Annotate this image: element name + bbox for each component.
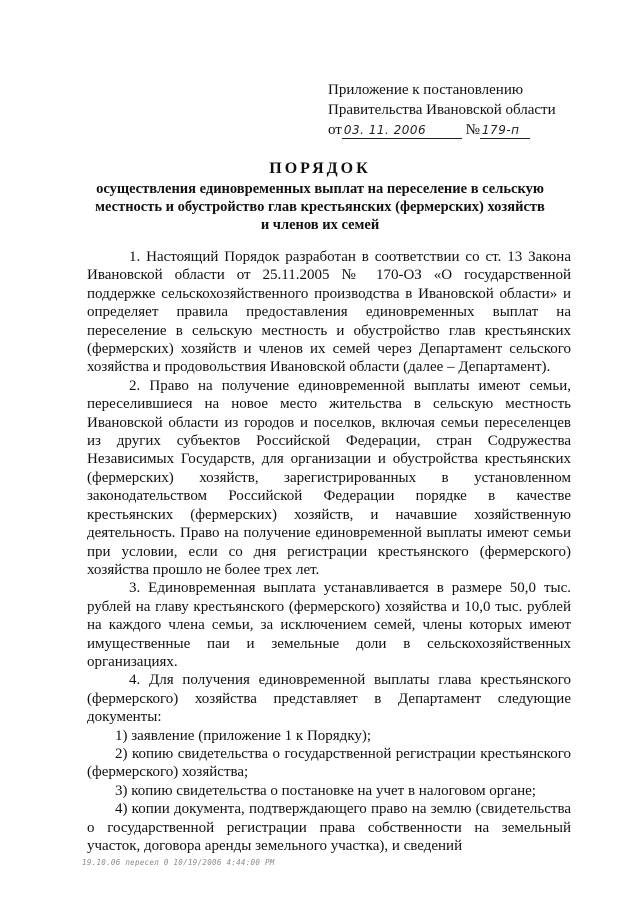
number-value: 179-п: [481, 123, 520, 137]
page-title: ПОРЯДОК: [269, 160, 371, 177]
list-item-3: 3) копию свидетельства о постановке на учет в налоговом органе;: [115, 782, 536, 799]
list-item-2: 2) копию свидетельства о государственной регистрации крестьянского (фермерского) хозяйства;: [87, 745, 571, 781]
date-prefix: от: [328, 122, 342, 138]
paragraph-2: 2. Право на получение единовременной выплаты имеют семьи, переселившиеся на новое место жительства в сельскую местность Ивановской области из городов и поселков, включая семьи переселенцев из других субъектов Российской Федерации, стран Содружества Независимых Государств, для организации и обустройства крестьянских (фермерских) хозяйств, зарегистрированных в установленном законодательством Российской Федерации порядке в качестве крестьянских (фермерских) хозяйств, и начавшие хозяйственную деятельность. Право на получение единовременной выплаты имеют семьи при условии, если со дня регистрации крестьянского (фермерского) хозяйства прошло не более трех лет.: [87, 377, 571, 578]
page-subtitle: осуществления единовременных выплат на переселение в сельскую местность и обустройство глав крестьянских (фермерских) хозяйств и членов их семей: [95, 181, 545, 233]
appendix-date-line: [328, 120, 618, 140]
number-prefix: №: [465, 122, 480, 138]
appendix-header: [328, 80, 618, 140]
appendix-line-2: Правительства Ивановской области: [328, 102, 556, 118]
appendix-line-1: Приложение к постановлению: [328, 82, 524, 98]
number-field: [480, 122, 530, 139]
print-footer: 19.10.06 пересел 0 10/19/2006 4:44:00 PM: [82, 858, 275, 867]
paragraph-4: 4. Для получения единовременной выплаты глава крестьянского (фермерского) хозяйства представляет в Департамент следующие документы:: [87, 672, 571, 726]
date-field: [342, 122, 462, 139]
paragraph-1: 1. Настоящий Порядок разработан в соответствии со ст. 13 Закона Ивановской области от 25.11.2005 № 170-ОЗ «О государственной поддержке сельскохозяйственного производства в Ивановской области» и определяет правила предоставления единовременных выплат на переселение в сельскую местность и обустройство глав крестьянских (фермерских) хозяйств и членов их семей через Департамент сельского хозяйства и продовольствия Ивановской области (далее – Департамент).: [87, 249, 571, 376]
paragraph-3: 3. Единовременная выплата устанавливается в размере 50,0 тыс. рублей на главу крестьянского (фермерского) хозяйства и 10,0 тыс. рублей на каждого члена семьи, за исключением семей, члены которых имеют имущественные паи и земельные доли в сельскохозяйственных организациях.: [87, 580, 571, 670]
date-value: 03. 11. 2006: [343, 123, 427, 137]
list-item-4: 4) копии документа, подтверждающего право на землю (свидетельства о государственной регистрации права собственности на земельный участок, договора аренды земельного участка), и сведений: [87, 801, 571, 854]
list-item-1: 1) заявление (приложение 1 к Порядку);: [115, 727, 372, 744]
document-body: [87, 248, 571, 855]
